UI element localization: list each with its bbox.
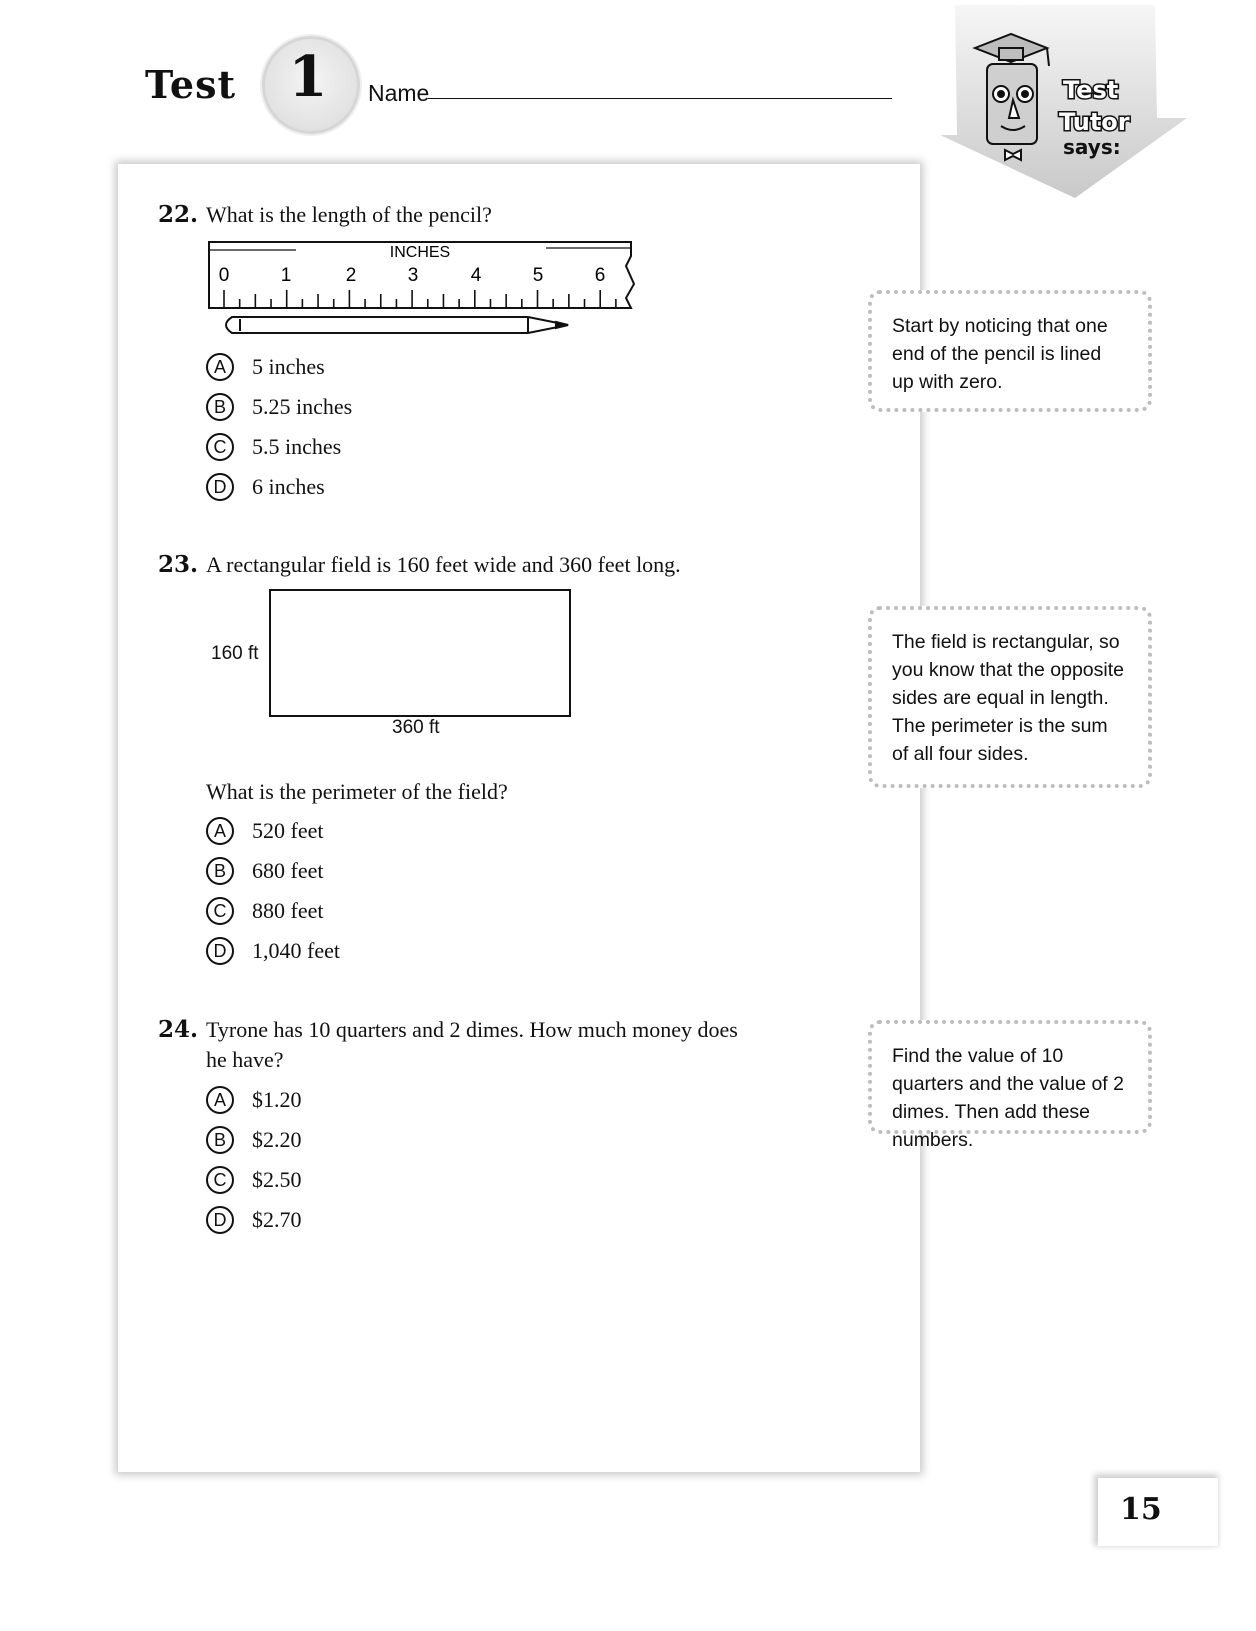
choice-bubble[interactable]: D bbox=[206, 937, 234, 965]
choice-bubble[interactable]: A bbox=[206, 353, 234, 381]
answer-choice-d[interactable] bbox=[206, 936, 340, 966]
choice-bubble[interactable]: D bbox=[206, 1206, 234, 1234]
choice-bubble[interactable]: C bbox=[206, 1166, 234, 1194]
test-tutor-graphic bbox=[935, 0, 1195, 205]
field-rectangle-diagram bbox=[269, 589, 571, 717]
answer-choice-b[interactable] bbox=[206, 856, 340, 886]
choice-bubble[interactable]: A bbox=[206, 817, 234, 845]
choice-list bbox=[206, 352, 352, 502]
answer-choice-d[interactable] bbox=[206, 1205, 302, 1235]
choice-text: $2.50 bbox=[252, 1166, 302, 1192]
test-title: Test bbox=[145, 62, 237, 107]
choice-list bbox=[206, 816, 340, 966]
ruler-tick-label: 6 bbox=[594, 265, 606, 286]
name-label: Name bbox=[368, 80, 430, 106]
choice-text: 520 feet bbox=[252, 817, 324, 843]
tutor-label-says: says: bbox=[1063, 135, 1121, 159]
choice-text: $2.70 bbox=[252, 1206, 302, 1232]
choice-text: 880 feet bbox=[252, 897, 324, 923]
choice-list bbox=[206, 1085, 302, 1235]
answer-choice-c[interactable] bbox=[206, 1165, 302, 1195]
choice-bubble[interactable]: C bbox=[206, 433, 234, 461]
choice-bubble[interactable]: D bbox=[206, 473, 234, 501]
answer-choice-c[interactable] bbox=[206, 896, 340, 926]
question-subtext: What is the perimeter of the field? bbox=[206, 779, 508, 804]
choice-text: 5 inches bbox=[252, 353, 325, 379]
answer-choice-a[interactable] bbox=[206, 352, 352, 382]
question-text-line2: he have? bbox=[206, 1047, 284, 1072]
answer-choice-a[interactable] bbox=[206, 816, 340, 846]
ruler-tick-label: 2 bbox=[345, 265, 357, 286]
tutor-tip-box: Start by noticing that one end of the pencil is lined up with zero. bbox=[868, 290, 1152, 412]
answer-choice-b[interactable] bbox=[206, 1125, 302, 1155]
choice-bubble[interactable]: B bbox=[206, 393, 234, 421]
choice-text: 5.5 inches bbox=[252, 433, 342, 459]
tutor-tip-box: The field is rectangular, so you know that the opposite sides are equal in length. The perimeter is the sum of all four sides. bbox=[868, 606, 1152, 788]
answer-choice-b[interactable] bbox=[206, 392, 352, 422]
choice-text: 5.25 inches bbox=[252, 393, 353, 419]
length-label: 360 ft bbox=[392, 717, 440, 738]
choice-bubble[interactable]: A bbox=[206, 1086, 234, 1114]
answer-choice-d[interactable] bbox=[206, 472, 352, 502]
question-text: What is the length of the pencil? bbox=[206, 202, 492, 227]
pencil-icon bbox=[226, 317, 568, 333]
question-text: A rectangular field is 160 feet wide and 360 feet long. bbox=[206, 552, 681, 577]
question-number: 23. bbox=[158, 551, 199, 578]
choice-text: $2.20 bbox=[252, 1126, 302, 1152]
question-text-line1: Tyrone has 10 quarters and 2 dimes. How much money does bbox=[206, 1017, 738, 1042]
width-label: 160 ft bbox=[211, 643, 259, 664]
test-number: 1 bbox=[288, 44, 328, 110]
answer-choice-c[interactable] bbox=[206, 432, 352, 462]
choice-bubble[interactable]: C bbox=[206, 897, 234, 925]
name-field-line[interactable] bbox=[428, 98, 892, 99]
choice-bubble[interactable]: B bbox=[206, 857, 234, 885]
choice-text: $1.20 bbox=[252, 1086, 302, 1112]
tutor-label-test: Test bbox=[1063, 76, 1119, 104]
ruler-tick-label: 1 bbox=[280, 265, 292, 286]
ruler-title: INCHES bbox=[389, 244, 451, 261]
answer-choice-a[interactable] bbox=[206, 1085, 302, 1115]
ruler-with-pencil-diagram bbox=[206, 236, 640, 340]
ruler-tick-label: 4 bbox=[470, 265, 482, 286]
page-number: 15 bbox=[1120, 1492, 1162, 1527]
choice-bubble[interactable]: B bbox=[206, 1126, 234, 1154]
tutor-label-tutor: Tutor bbox=[1059, 108, 1130, 136]
ruler-tick-label: 3 bbox=[407, 265, 419, 286]
ruler-tick-label: 5 bbox=[532, 265, 544, 286]
question-number: 22. bbox=[158, 201, 199, 228]
tutor-tip-box: Find the value of 10 quarters and the value of 2 dimes. Then add these numbers. bbox=[868, 1020, 1152, 1134]
choice-text: 680 feet bbox=[252, 857, 324, 883]
question-number: 24. bbox=[158, 1016, 199, 1043]
choice-text: 1,040 feet bbox=[252, 937, 340, 963]
ruler-tick-label: 0 bbox=[218, 265, 230, 286]
choice-text: 6 inches bbox=[252, 473, 325, 499]
